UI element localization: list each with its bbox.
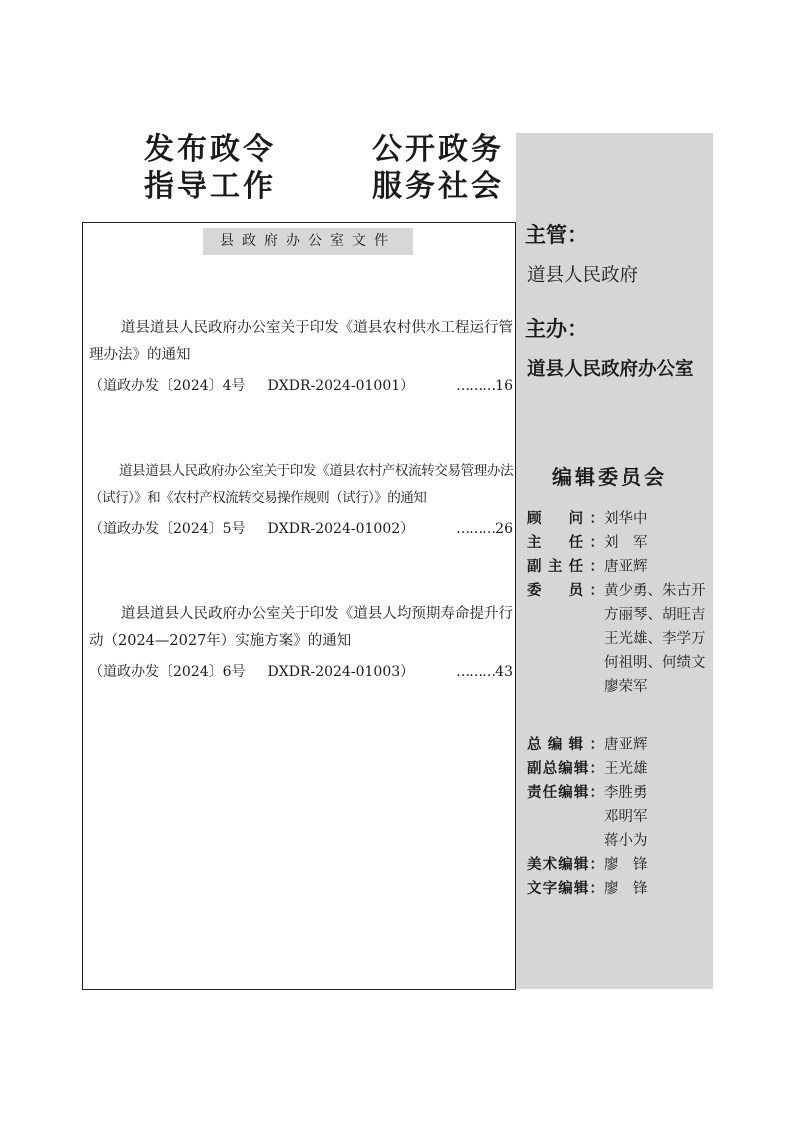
document-number: （道政办发〔2024〕4号	[89, 378, 246, 394]
table-of-contents	[82, 222, 516, 990]
roster-row	[527, 733, 648, 757]
member-name: 刘华中	[604, 511, 648, 527]
sponsor-value: 道县人民政府	[527, 265, 639, 286]
slogan-row-1	[144, 130, 504, 170]
member-name: 王光雄	[604, 761, 648, 777]
role-label: 美术编辑：	[527, 857, 604, 873]
member-names	[604, 555, 706, 579]
masthead-sidebar	[516, 133, 713, 989]
member-names	[604, 853, 648, 877]
roster-row	[527, 531, 706, 555]
entry-title[interactable]: 道县道县人民政府办公室关于印发《道县农村供水工程运行管理办法》的通知	[89, 320, 513, 363]
roster-row	[527, 579, 706, 699]
slogan-text: 指导工作	[144, 169, 276, 204]
document-number: （道政办发〔2024〕5号	[89, 521, 246, 537]
slogan-text: 服务社会	[372, 169, 504, 204]
document-number: （道政办发〔2024〕6号	[89, 664, 246, 680]
member-names	[604, 781, 648, 853]
committee-roster	[527, 507, 706, 699]
sponsor-label: 主管：	[525, 223, 588, 247]
toc-entry[interactable]	[89, 601, 513, 686]
role-label: 文字编辑：	[527, 881, 604, 897]
document-code: DXDR-2024-01002）	[267, 521, 415, 537]
member-name: 李胜勇	[604, 785, 648, 801]
toc-entry[interactable]	[89, 315, 513, 400]
entry-title[interactable]: 道县道县人民政府办公室关于印发《道县人均预期寿命提升行动（2024—2027年）实施方案》的通知	[89, 606, 513, 649]
role-label: 副主任：	[527, 559, 604, 575]
role-label: 副总编辑：	[527, 761, 604, 777]
entry-title[interactable]: 道县道县人民政府办公室关于印发《道县农村产权流转交易管理办法（试行）》和《农村产权流转交易操作规则（试行）》的通知	[89, 463, 513, 506]
member-name: 刘 军	[604, 535, 648, 551]
member-name: 唐亚辉	[604, 737, 648, 753]
roster-row	[527, 853, 648, 877]
editor-roster	[527, 733, 648, 901]
member-names	[604, 507, 706, 531]
member-names	[604, 733, 648, 757]
roster-row	[527, 555, 706, 579]
member-name: 蒋小为	[604, 833, 648, 849]
member-name: 唐亚辉	[604, 559, 648, 575]
member-names	[604, 579, 706, 699]
member-name: 方丽琴、胡旺吉	[604, 607, 706, 623]
leader-dots: ………	[456, 664, 496, 680]
section-header: 县政府办公室文件	[203, 228, 413, 255]
member-names	[604, 531, 706, 555]
leader-dots: ………	[456, 378, 496, 394]
toc-entry[interactable]	[89, 458, 513, 543]
slogan-text: 发布政令	[144, 132, 276, 167]
host-value: 道县人民政府办公室	[527, 359, 694, 380]
roster-row	[527, 757, 648, 781]
role-label: 顾 问：	[527, 511, 604, 527]
slogan-text: 公开政务	[372, 132, 504, 167]
document-code: DXDR-2024-01003）	[267, 664, 415, 680]
entry-reference	[89, 372, 513, 400]
role-label: 责任编辑：	[527, 785, 604, 801]
member-name: 廖 锋	[604, 857, 648, 873]
member-name: 廖荣军	[604, 679, 648, 695]
page-number[interactable]: 16	[495, 378, 513, 394]
committee-title: 编辑委员会	[552, 465, 667, 489]
document-code: DXDR-2024-01001）	[267, 378, 415, 394]
roster-row	[527, 507, 706, 531]
role-label: 总编辑：	[527, 737, 604, 753]
page-number[interactable]: 26	[495, 521, 513, 537]
role-label: 委 员：	[527, 583, 604, 599]
slogan-row-2	[144, 167, 504, 207]
member-name: 廖 锋	[604, 881, 648, 897]
member-names	[604, 757, 648, 781]
role-label: 主 任：	[527, 535, 604, 551]
entry-reference	[89, 515, 513, 543]
roster-row	[527, 781, 648, 853]
member-names	[604, 877, 648, 901]
member-name: 王光雄、李学万	[604, 631, 706, 647]
member-name: 何祖明、何绩文	[604, 655, 706, 671]
host-label: 主办：	[525, 317, 588, 341]
member-name: 黄少勇、朱古开	[604, 583, 706, 599]
roster-row	[527, 877, 648, 901]
entry-reference	[89, 658, 513, 686]
page-number[interactable]: 43	[495, 664, 513, 680]
leader-dots: ………	[456, 521, 496, 537]
member-name: 邓明军	[604, 809, 648, 825]
